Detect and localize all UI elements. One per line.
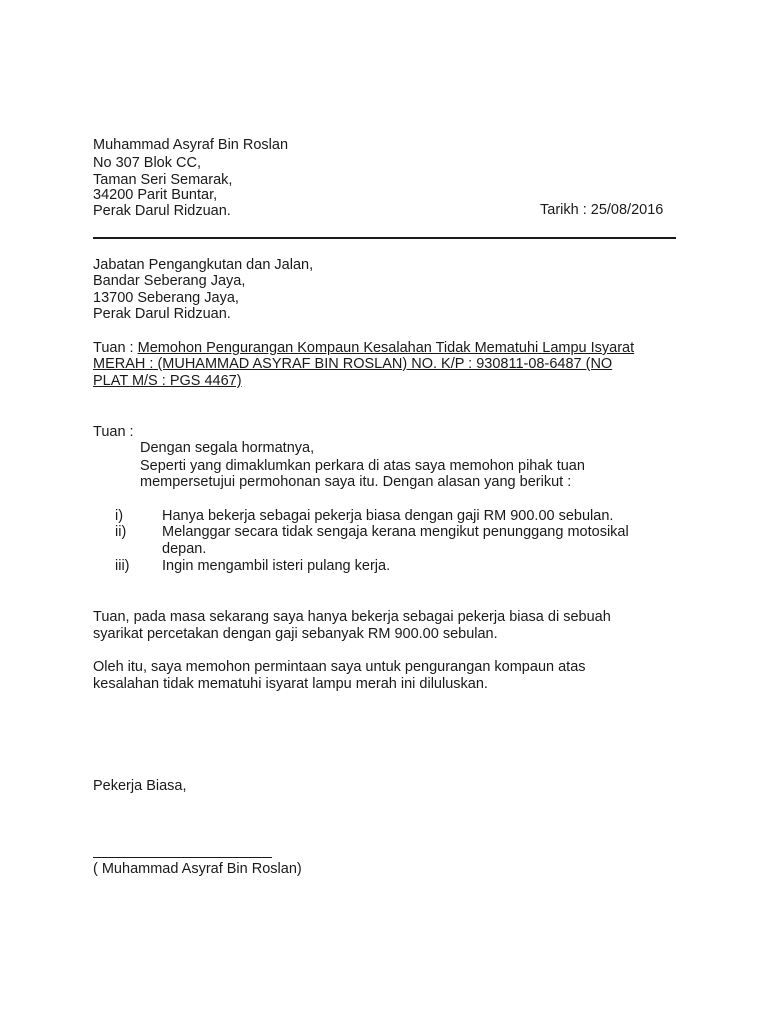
letter-date: Tarikh : 25/08/2016 <box>540 202 664 218</box>
list-item-continued: depan. <box>162 541 207 557</box>
recipient-address-line: Bandar Seberang Jaya, <box>93 273 246 289</box>
list-number: i) <box>115 508 124 524</box>
subject-line: PLAT M/S : PGS 4467) <box>93 373 242 389</box>
opening-line: mempersetujui permohonan saya itu. Dengan alasan yang berikut : <box>140 474 572 490</box>
salutation: Tuan : <box>93 424 134 440</box>
header-divider <box>93 237 676 239</box>
list-number: iii) <box>115 558 130 574</box>
signature-line <box>93 857 272 858</box>
recipient-address-line: Perak Darul Ridzuan. <box>93 306 231 322</box>
list-item: Melanggar secara tidak sengaja kerana mengikut penunggang motosikal <box>162 524 629 540</box>
sender-name: Muhammad Asyraf Bin Roslan <box>93 137 289 153</box>
sender-address-line: Taman Seri Semarak, <box>93 172 233 188</box>
body-paragraph-line: Tuan, pada masa sekarang saya hanya bekerja sebagai pekerja biasa di sebuah <box>93 609 611 625</box>
closing: Pekerja Biasa, <box>93 778 187 794</box>
list-item: Ingin mengambil isteri pulang kerja. <box>162 558 391 574</box>
opening-line: Seperti yang dimaklumkan perkara di atas saya memohon pihak tuan <box>140 458 585 474</box>
subject-line: MERAH : (MUHAMMAD ASYRAF BIN ROSLAN) NO. K/P : 930811-08-6487 (NO <box>93 356 613 372</box>
opening-line: Dengan segala hormatnya, <box>140 440 315 456</box>
recipient-address-line: 13700 Seberang Jaya, <box>93 290 239 306</box>
sender-address-line: 34200 Parit Buntar, <box>93 187 218 203</box>
body-paragraph-line: Oleh itu, saya memohon permintaan saya untuk pengurangan kompaun atas <box>93 659 586 675</box>
body-paragraph-line: kesalahan tidak mematuhi isyarat lampu merah ini diluluskan. <box>93 676 488 692</box>
list-number: ii) <box>115 524 127 540</box>
body-paragraph-line: syarikat percetakan dengan gaji sebanyak RM 900.00 sebulan. <box>93 626 498 642</box>
signature-name: ( Muhammad Asyraf Bin Roslan) <box>93 861 302 877</box>
list-item: Hanya bekerja sebagai pekerja biasa dengan gaji RM 900.00 sebulan. <box>162 508 614 524</box>
sender-address-line: No 307 Blok CC, <box>93 155 201 171</box>
subject-text: Memohon Pengurangan Kompaun Kesalahan Tidak Mematuhi Lampu Isyarat <box>137 340 635 356</box>
recipient-name: Jabatan Pengangkutan dan Jalan, <box>93 257 314 273</box>
subject-prefix: Tuan : <box>93 340 138 356</box>
sender-address-line: Perak Darul Ridzuan. <box>93 203 231 219</box>
